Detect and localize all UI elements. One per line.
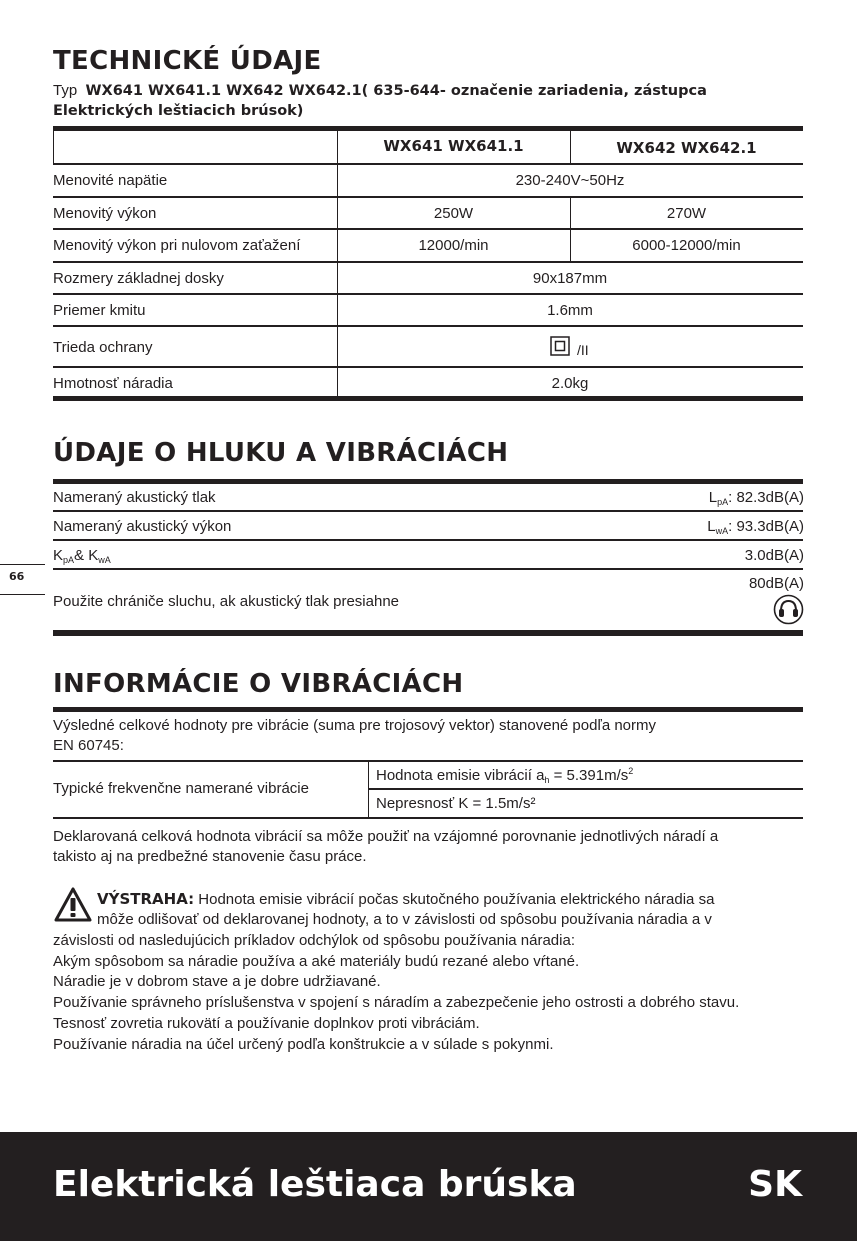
- vib-title: INFORMÁCIE O VIBRÁCIÁCH: [53, 669, 464, 699]
- vib-intro: Výsledné celkové hodnoty pre vibrácie (suma pre trojosový vektor) stanovené podľa normy: [53, 717, 657, 734]
- footer-lang: SK: [748, 1164, 802, 1205]
- section-rule: [53, 707, 803, 712]
- row-label: Priemer kmitu: [53, 302, 146, 319]
- row-rule: [368, 788, 803, 790]
- noise-value: $L_{pA}$: 82.3dB(A): [708, 489, 804, 507]
- ear-protection-icon: [773, 594, 804, 625]
- warning-line: môže odlišovať od deklarovanej hodnoty, a to v závislosti od spôsobu používania náradia a v: [97, 911, 712, 928]
- uncertainty-value: Nepresnosť K = 1.5m/s²: [376, 795, 536, 812]
- row-value: 2.0kg: [551, 375, 589, 392]
- row-value: 230-240V~50Hz: [515, 172, 625, 189]
- warning-line: Používanie správneho príslušenstva v spojení s náradím a zabezpečenie jeho ostrosti a dobrého stavu.: [53, 994, 740, 1011]
- col-header-1: WX641 WX641.1: [383, 137, 524, 155]
- warning-line: Akým spôsobom sa náradie používa a aké materiály budú rezané alebo vŕtané.: [53, 953, 580, 970]
- row-value: /II: [577, 342, 589, 358]
- footer-title: Elektrická leštiaca brúska: [53, 1164, 577, 1205]
- page-number: 66: [9, 570, 25, 583]
- row-rule: [53, 539, 803, 541]
- row-rule: [53, 568, 803, 570]
- vib-row-label: Typické frekvenčne namerané vibrácie: [53, 780, 309, 797]
- row-rule: [53, 760, 803, 762]
- row-rule: [53, 228, 803, 230]
- row-rule: [53, 366, 803, 368]
- warning-line: Náradie je v dobrom stave a je dobre udržiavané.: [53, 973, 381, 990]
- type-line: [53, 82, 707, 99]
- protect-value: 80dB(A): [748, 575, 804, 592]
- row-value: 6000-12000/min: [632, 237, 741, 254]
- row-label: Menovitý výkon: [53, 205, 157, 222]
- page-tab-rule: [0, 564, 45, 565]
- row-rule: [53, 817, 803, 819]
- warning-line: Používanie náradia na účel určený podľa konštrukcie a v súlade s pokynmi.: [53, 1036, 554, 1053]
- row-label: Menovitý výkon pri nulovom zaťažení: [53, 237, 301, 254]
- row-rule: [53, 510, 803, 512]
- divider: [368, 762, 369, 818]
- warning-label: VÝSTRAHA:: [97, 890, 195, 908]
- noise-title: ÚDAJE O HLUKU A VIBRÁCIÁCH: [53, 438, 509, 468]
- emission-value: Hodnota emisie vibrácií $a_h = 5.391m/s^2$: [376, 766, 634, 785]
- section-rule: [53, 630, 803, 636]
- declared-text: Deklarovaná celková hodnota vibrácií sa môže použiť na vzájomné porovnanie jednotlivých náradí a: [53, 828, 719, 845]
- section-rule: [53, 479, 803, 484]
- declared-text: takisto aj na predbežné stanovenie času práce.: [53, 848, 367, 865]
- warning-triangle-icon: [53, 886, 93, 924]
- row-value: 90x187mm: [532, 270, 608, 287]
- row-rule: [53, 196, 803, 198]
- row-rule: [53, 293, 803, 295]
- row-rule: [53, 325, 803, 327]
- protect-label: Použite chrániče sluchu, ak akustický tlak presiahne: [53, 593, 400, 610]
- table-top-rule: [53, 126, 803, 131]
- k-label: $K_{pA}\&$ $K_{wA}$: [53, 547, 111, 565]
- tech-title: TECHNICKÉ ÚDAJE: [53, 46, 322, 76]
- row-value: 270W: [666, 205, 707, 222]
- warning-line: VÝSTRAHA: Hodnota emisie vibrácií počas skutočného používania elektrického náradia sa: [97, 890, 715, 908]
- noise-value: $L_{wA}$: 93.3dB(A): [707, 518, 804, 536]
- class-ii-double-square-icon: [550, 336, 570, 356]
- row-value: 1.6mm: [547, 302, 593, 319]
- k-value: 3.0dB(A): [744, 547, 804, 564]
- noise-label: Nameraný akustický výkon: [53, 518, 232, 535]
- row-label: Trieda ochrany: [53, 339, 153, 356]
- table-bottom-rule: [53, 396, 803, 401]
- row-label: Hmotnosť náradia: [53, 375, 173, 392]
- type-prefix: Typ: [53, 82, 78, 99]
- row-rule: [53, 261, 803, 263]
- row-value: 12000/min: [418, 237, 489, 254]
- type-line2: Elektrických leštiacich brúsok): [53, 103, 304, 119]
- vib-intro: EN 60745:: [53, 737, 124, 754]
- row-label: Menovité napätie: [53, 172, 168, 189]
- footer-band: [0, 1132, 857, 1241]
- type-models: WX641 WX641.1 WX642 WX642.1( 635-644- označenie zariadenia, zástupca: [85, 83, 707, 99]
- col-header-2: WX642 WX642.1: [616, 139, 757, 157]
- warning-line: Tesnosť zovretia rukovätí a používanie doplnkov proti vibráciám.: [53, 1015, 480, 1032]
- warning-line: závislosti od nasledujúcich príkladov odchýlok od spôsobu používania náradia:: [53, 932, 575, 949]
- divider: [53, 131, 54, 163]
- row-label: Rozmery základnej dosky: [53, 270, 224, 287]
- noise-label: Nameraný akustický tlak: [53, 489, 216, 506]
- page-tab-rule: [0, 594, 45, 595]
- row-value: 250W: [433, 205, 474, 222]
- row-rule: [53, 163, 803, 165]
